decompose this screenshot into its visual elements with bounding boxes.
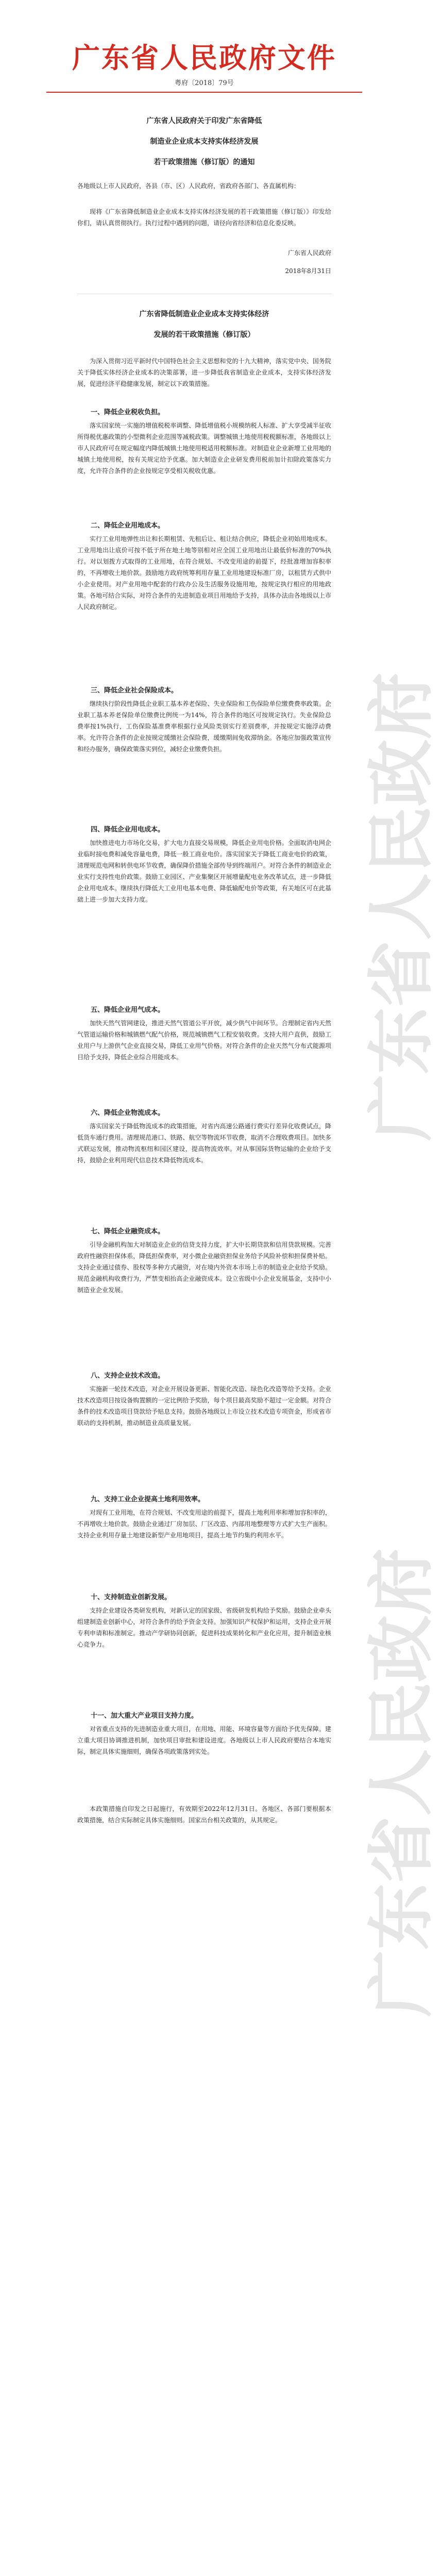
salutation: 各地级以上市人民政府，各县（市、区）人民政府，省政府各部门、各直属机构： <box>77 182 300 190</box>
section-text: 实行工业用地弹性出让和长期租赁、先租后让、租让结合供应，降低企业初始用地成本。工业用地出让底价可按不低于所在地土地等别相对应全国工业用地出让最低价标准的70%执行。对以划拨方式取得的工业用地，在符合规划、不改变用途的前提下，经批准增加容积率的，不再增收土地价款。鼓励地方政府统筹利用存量工业用地建设标准厂房，以租赁方式供中小企业使用。对产业用地中配套的行政办公及生活服务设施用地，按规定执行相应的用地政策。各地可结合实际，对符合条件的先进制造业项目用地给予支持，具体办法由各地级以上市人民政府制定。 <box>77 535 331 611</box>
notice-title-line-3: 若干政策措施（修订版）的通知 <box>153 158 255 166</box>
watermark: 广东省人民政府 <box>362 672 440 1141</box>
signer: 广东省人民政府 <box>287 249 331 257</box>
section-text: 落实国家关于降低物流成本的政策措施，对省内高速公路通行费实行差异化收费试点，降低货车通行费用。清理规范港口、铁路、航空等物流环节收费，取消不合理收费项目。加快多式联运发展，推动物流枢纽和园区建设，提高物流效率。对从事国际货物运输的企业给予支持，鼓励企业利用现代信息技术降低物流成本。 <box>77 1123 331 1164</box>
section-title: 七、降低企业融资成本。 <box>91 1228 165 1235</box>
section-title: 四、降低企业用电成本。 <box>91 826 165 834</box>
section-title: 十、支持制造业创新发展。 <box>91 1594 172 1601</box>
section-text: 对省重点支持的先进制造业重大项目，在用地、用能、环境容量等方面给予优先保障。建立重大项目协调推进机制，加快项目审批和建设进度。各地级以上市人民政府要结合本地实际，制定具体实施细则，确保各项政策落到实处。 <box>77 1725 331 1755</box>
notice-body: 现将《广东省降低制造业企业成本支持实体经济发展的若干政策措施（修订版）》印发给你们，请认真贯彻执行。执行过程中遇到的问题，请径向省经济和信息化委反映。 <box>77 208 331 227</box>
section-title: 九、支持工业企业提高土地利用效率。 <box>91 1496 205 1503</box>
policy-intro: 为深入贯彻习近平新时代中国特色社会主义思想和党的十九大精神，落实党中央、国务院关于降低实体经济企业成本的决策部署，进一步降低我省制造业企业成本，支持实体经济发展，促进经济平稳健康发展，制定以下政策措施。 <box>77 358 331 387</box>
section-text: 加快推进电力市场化交易，扩大电力直接交易规模，降低企业用电价格。全面取消电网企业临时接电费和减免容量电费，降低一般工商业电价。落实国家关于降低工商业电价的政策，清理规范电网和转供电环节收费，确保降价措施全部传导到终端用户。对符合条件的制造业企业实行支持性电价政策。鼓励工业园区、产业集聚区开展增量配电业务改革试点，进一步降低企业用电成本。继续执行降低大工业用电基本电费、降低输配电价等政策，有关地区可在此基础上进一步加大支持力度。 <box>77 839 331 903</box>
section-title: 八、支持企业技术改造。 <box>91 1372 165 1380</box>
section-text: 落实国家统一实施的增值税税率调整、降低增值税小规模纳税人标准、扩大享受减半征收所得税优惠政策的小型微利企业范围等减税政策。调整城镇土地使用税税额标准，各地级以上市人民政府可在规定幅度内降低城镇土地使用税适用税额标准。对制造业企业新增工业用地的城镇土地使用税，按有关规定给予优惠。加大制造业企业研发费用税前加计扣除政策落实力度，允许符合条件的企业按规定享受相关税收优惠。 <box>77 422 331 474</box>
section-text: 对现有工业用地，在符合规划、不改变用途的前提下，提高土地利用率和增加容积率的，不再增收土地价款。鼓励企业通过厂房加层、厂区改造、内部用地整理等方式扩大生产面积。支持企业利用存量土地建设新型产业用地项目，提高土地节约集约利用水平。 <box>77 1509 331 1539</box>
policy-closing: 本政策措施自印发之日起施行，有效期至2022年12月31日。各地区、各部门要根据本政策措施，结合实际制定具体实施细则。国家出台相关政策的，从其规定。 <box>77 1805 331 1824</box>
red-divider <box>46 92 362 93</box>
watermark: 广东省人民政府 <box>362 1548 440 2017</box>
section-title: 十一、加大重大产业项目支持力度。 <box>91 1712 198 1720</box>
section-text: 引导金融机构加大对制造业企业的信贷支持力度，扩大中长期贷款和信用贷款规模。完善政府性融资担保体系，降低担保费率，对小微企业融资担保业务给予风险补偿和担保费补贴。支持企业通过债券、股权等多种方式融资，对在境内外资本市场上市的制造业企业给予奖励。规范金融机构收费行为，严禁变相抬高企业融资成本。设立省级中小企业发展基金，支持中小制造业企业发展。 <box>77 1241 331 1294</box>
section-title: 五、降低企业用气成本。 <box>91 1006 165 1014</box>
section-text: 继续执行阶段性降低企业职工基本养老保险、失业保险和工伤保险单位缴费费率政策。企业职工基本养老保险单位缴费比例统一为14%，符合条件的地区可按规定执行。失业保险总费率按1%执行，工伤保险基准费率根据行业风险类别实行差别费率，并按规定实施浮动费率。允许符合条件的企业按规定缓缴社会保险费，缓缴期间免收滞纳金。各地应加强政策宣传和经办服务，确保政策落实到位，减轻企业缴费负担。 <box>77 700 331 753</box>
policy-title-line-2: 发展的若干政策措施（修订版） <box>153 331 255 339</box>
section-title: 二、降低企业用地成本。 <box>91 522 165 530</box>
sign-date: 2018年8月31日 <box>285 267 331 275</box>
section-text: 加快天然气管网建设，推进天然气管道公平开放，减少供气中间环节。合理制定省内天然气管道运输价格和城镇燃气配气价格，规范城镇燃气工程安装收费。支持大用户直供，鼓励工业用户与上游供气企业直接交易，降低工业用气价格。对符合条件的企业天然气分布式能源项目给予支持，降低企业综合用能成本。 <box>77 1020 331 1061</box>
notice-title-line-2: 制造业企业成本支持实体经济发展 <box>150 138 259 146</box>
document-number: 粤府〔2018〕79号 <box>175 79 234 87</box>
section-text: 支持企业建设各类研发机构，对新认定的国家级、省级研发机构给予奖励。鼓励企业牵头组建制造业创新中心，对符合条件的给予资金支持。加强知识产权保护和运用，支持企业开展专利申请和标准制定。推动产学研协同创新，促进科技成果转化和产业化应用，提升制造业核心竞争力。 <box>77 1607 331 1648</box>
notice-title-line-1: 广东省人民政府关于印发广东省降低 <box>146 117 262 125</box>
section-title: 一、降低企业税收负担。 <box>91 409 165 416</box>
masthead-title: 广东省人民政府文件 <box>72 43 336 74</box>
section-title: 三、降低企业社会保险成本。 <box>91 687 178 694</box>
section-text: 实施新一轮技术改造，对企业开展设备更新、智能化改造、绿色化改造等给予支持。企业技术改造项目按设备购置额的一定比例给予奖励，每个项目最高奖励不超过一定金额。对符合条件的技术改造项目贷款给予贴息支持。鼓励各地级以上市设立技术改造专项资金，形成省市联动的支持机制，推动制造业高质量发展。 <box>77 1385 331 1427</box>
section-title: 六、降低企业物流成本。 <box>91 1109 165 1117</box>
policy-title-line-1: 广东省降低制造业企业成本支持实体经济 <box>139 310 269 318</box>
